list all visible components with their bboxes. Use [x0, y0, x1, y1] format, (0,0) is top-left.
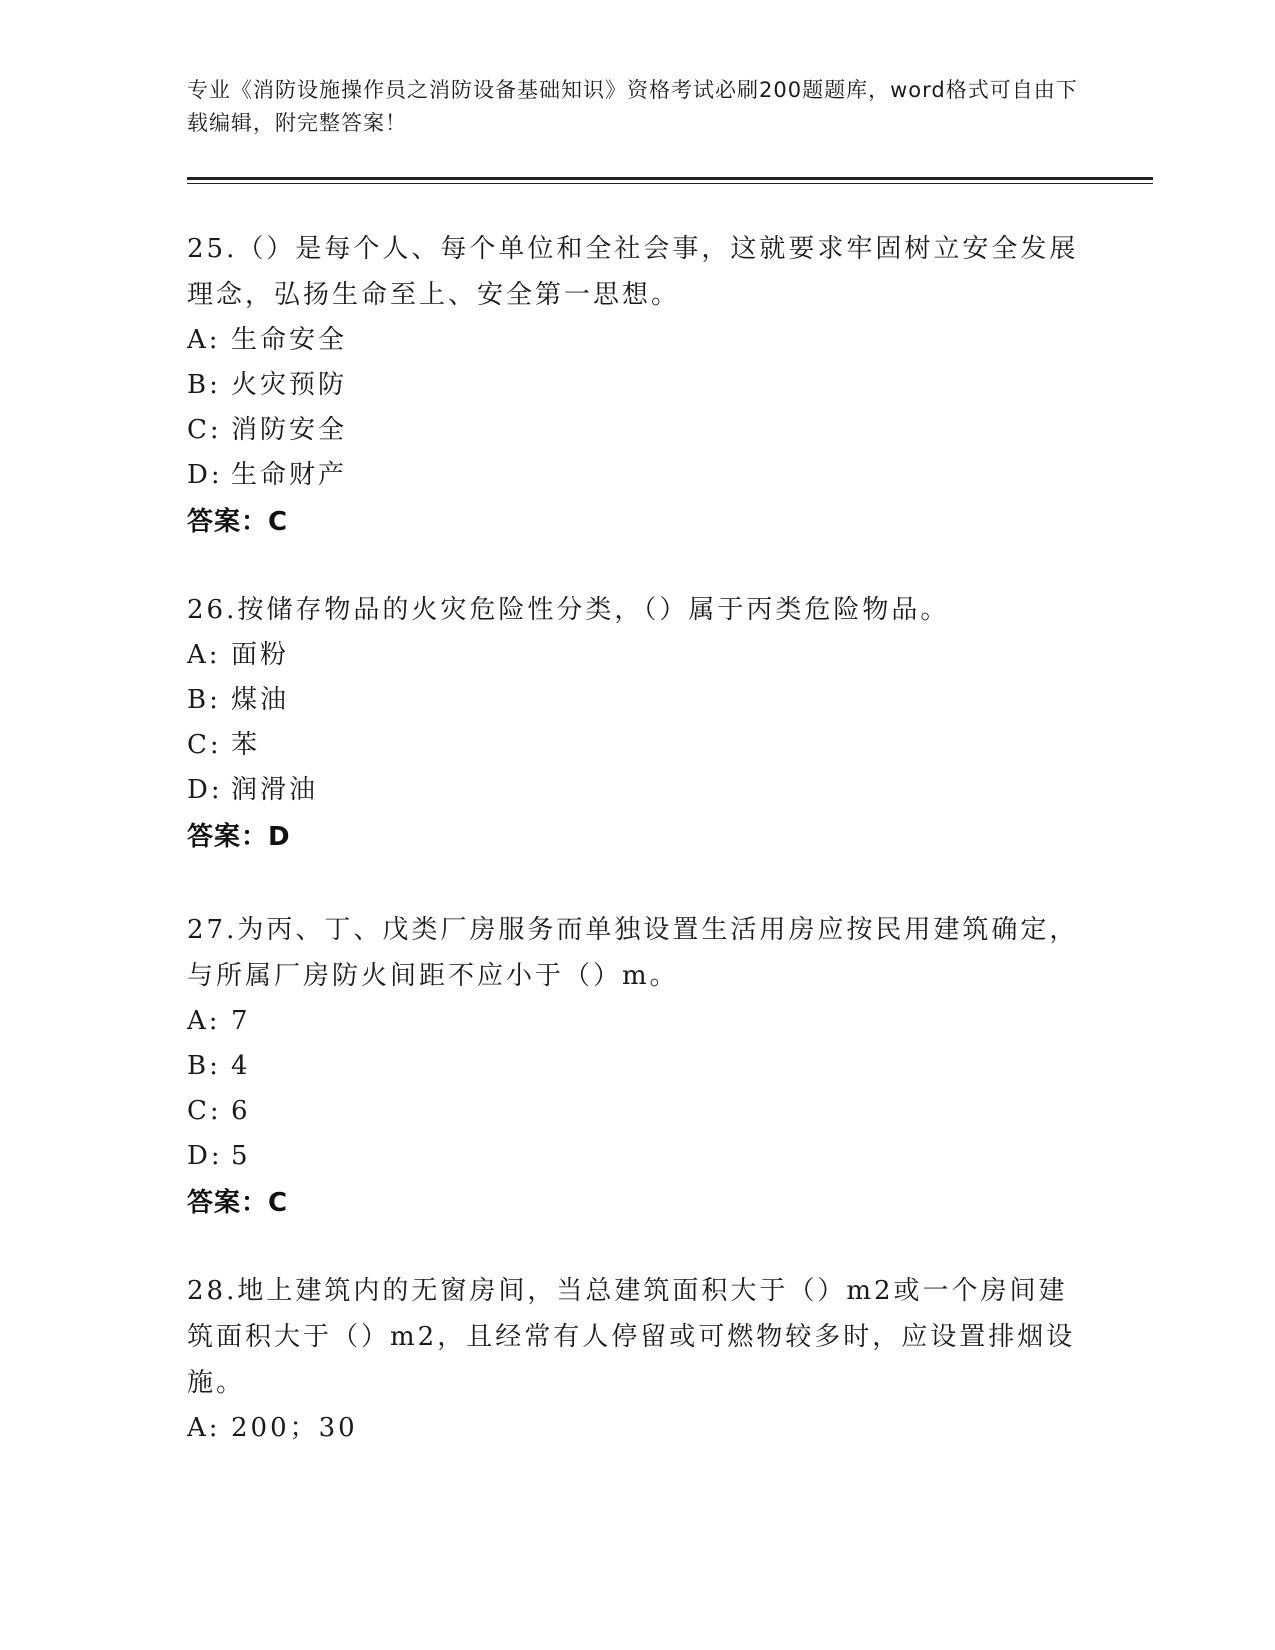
option-text: 苯 — [231, 730, 261, 760]
question-stem: 26.按储存物品的火灾危险性分类，（）属于丙类危险物品。 — [187, 595, 950, 625]
option-text: 煤油 — [231, 685, 290, 715]
option-text: 润滑油 — [231, 775, 319, 805]
answer-line: 答案：C — [187, 507, 289, 537]
option-list — [187, 318, 1087, 498]
answer-line: 答案：C — [187, 1188, 289, 1218]
option-text: 生命财产 — [231, 460, 348, 490]
option-key: C: — [187, 415, 222, 445]
option-text: 200；30 — [231, 1413, 358, 1443]
option-key: B: — [187, 370, 221, 400]
option-c — [187, 723, 1087, 768]
header-divider-thin — [187, 183, 1153, 184]
question-27 — [187, 907, 1087, 1226]
header-divider-thick — [187, 177, 1153, 180]
option-text: 4 — [231, 1051, 251, 1081]
option-d — [187, 768, 1087, 813]
option-key: C: — [187, 1096, 222, 1126]
question-25 — [187, 226, 1087, 545]
option-key: A: — [187, 640, 221, 670]
option-a — [187, 1406, 1087, 1451]
option-list — [187, 1406, 1087, 1451]
option-text: 火灾预防 — [231, 370, 348, 400]
option-b — [187, 1044, 1087, 1089]
question-stem: 25.（）是每个人、每个单位和全社会事，这就要求牢固树立安全发展理念，弘扬生命至上、安全第一思想。 — [187, 234, 1079, 310]
option-list — [187, 999, 1087, 1179]
option-c — [187, 408, 1087, 453]
option-d — [187, 453, 1087, 498]
option-text: 6 — [231, 1096, 251, 1126]
question-26 — [187, 587, 1087, 860]
question-stem: 27.为丙、丁、戊类厂房服务而单独设置生活用房应按民用建筑确定，与所属厂房防火间距不应小于（）m。 — [187, 915, 1079, 991]
question-28 — [187, 1268, 1087, 1451]
option-key: B: — [187, 1051, 221, 1081]
option-key: C: — [187, 730, 222, 760]
option-key: D: — [187, 1141, 223, 1171]
question-stem: 28.地上建筑内的无窗房间，当总建筑面积大于（）m2或一个房间建筑面积大于（）m2，且经常有人停留或可燃物较多时，应设置排烟设施。 — [187, 1276, 1076, 1398]
option-key: A: — [187, 1413, 221, 1443]
option-text: 7 — [231, 1006, 251, 1036]
option-a — [187, 318, 1087, 363]
option-key: D: — [187, 775, 223, 805]
option-b — [187, 363, 1087, 408]
option-a — [187, 999, 1087, 1044]
option-c — [187, 1089, 1087, 1134]
option-key: A: — [187, 1006, 221, 1036]
option-text: 生命安全 — [231, 325, 348, 355]
option-d — [187, 1134, 1087, 1179]
option-text: 5 — [231, 1141, 251, 1171]
document-header: 专业《消防设施操作员之消防设备基础知识》资格考试必刷200题题库，word格式可自由下载编辑，附完整答案！ — [187, 78, 1078, 135]
option-list — [187, 633, 1087, 813]
option-text: 面粉 — [231, 640, 290, 670]
option-a — [187, 633, 1087, 678]
option-text: 消防安全 — [231, 415, 348, 445]
option-key: A: — [187, 325, 221, 355]
answer-line: 答案：D — [187, 822, 291, 852]
option-b — [187, 678, 1087, 723]
option-key: B: — [187, 685, 221, 715]
option-key: D: — [187, 460, 223, 490]
